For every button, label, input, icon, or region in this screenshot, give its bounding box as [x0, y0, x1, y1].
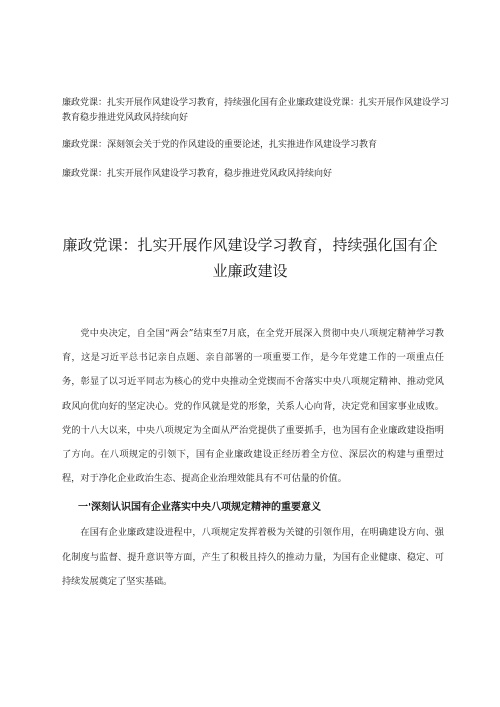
- document-title: 廉政党课：扎实开展作风建设学习教育，持续强化国有企业廉政建设: [62, 236, 438, 280]
- body-paragraph-1: 党中央决定，自全国“两会”结束至7月底，在全党开展深入贯彻中央八项规定精神学习教育，这是习近平总书记亲自点题、亲自部署的一项重要工作，是今年党建工作的一项重点任务，彰显了以习近平同志为核心的党中央推动全党锲而不舍落实中央八项规定精神、推动党风政风向优向好的坚定决心。党的作风就是党的形象，关系人心向背，决定党和国家事业成败。党的十八大以来，中央八项规定为全面从严治党提供了重要抓手，也为国有企业廉政建设指明了方向。在八项规定的引领下，国有企业廉政建设正经历着全方位、深层次的构建与重塑过程，对于净化企业政治生态、提高企业治理效能具有不可估量的价值。: [62, 328, 444, 485]
- body-paragraph-2: 在国有企业廉政建设进程中，八项规定发挥着极为关键的引领作用，在明确建设方向、强化制度与监督、提升意识等方面，产生了积极且持久的推动力量，为国有企业健康、稳定、可持续发展奠定了坚实基础。: [62, 527, 444, 587]
- section-heading: 一'深刻认识国有企业落实中央八项规定精神的重要意义: [78, 502, 322, 514]
- toc-item-1[interactable]: 廉政党课：扎实开展作风建设学习教育，持续强化国有企业廉政建设党课：扎实开展作风建设学习教育稳步推进党风政风持续向好: [62, 98, 450, 123]
- toc-item-2[interactable]: 廉政党课：深刻领会关于党的作风建设的重要论述，扎实推进作风建设学习教育: [62, 140, 378, 150]
- toc-item-3[interactable]: 廉政党课：扎实开展作风建设学习教育，稳步推进党风政风持续向好: [62, 169, 333, 179]
- document-body: [62, 322, 444, 594]
- table-of-contents: [62, 96, 454, 196]
